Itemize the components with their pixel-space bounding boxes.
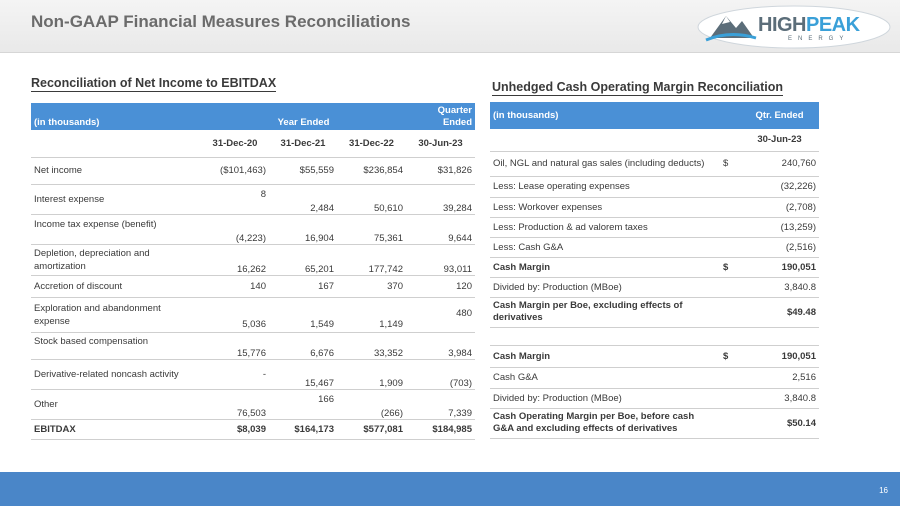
- row-label: Stock based compensation: [31, 332, 201, 359]
- ebitdax-total-row: [31, 419, 475, 439]
- highpeak-logo: [696, 4, 892, 50]
- currency-symbol: [720, 297, 740, 327]
- year-ended-header: Year Ended: [201, 103, 406, 130]
- cell: 3,840.8: [740, 277, 819, 297]
- row-label: Accretion of discount: [31, 275, 201, 297]
- currency-symbol: $: [720, 257, 740, 277]
- margin-section-title: Unhedged Cash Operating Margin Reconciliation: [492, 80, 784, 94]
- row-label: Divided by: Production (MBoe): [490, 388, 720, 408]
- cell: $55,559: [269, 157, 337, 184]
- currency-symbol: [720, 388, 740, 408]
- cell: -: [201, 359, 269, 389]
- cell: 120: [406, 275, 475, 297]
- row-label: Cash Margin per Boe, excluding effects of derivatives: [490, 297, 720, 327]
- currency-symbol: [720, 367, 740, 388]
- page-number: 16: [879, 486, 888, 495]
- table-row: [490, 388, 819, 408]
- margin-header-row: [490, 102, 819, 129]
- cell: 140: [201, 275, 269, 297]
- currency-symbol: [720, 217, 740, 237]
- logo-text-peak: PEAK: [806, 14, 860, 36]
- cell: 16,262: [201, 244, 269, 275]
- cell: 8: [201, 184, 269, 214]
- row-label: Other: [31, 389, 201, 419]
- table-row: [31, 359, 475, 389]
- currency-symbol: [720, 277, 740, 297]
- cell: 166: [269, 389, 337, 419]
- cell: $236,854: [337, 157, 406, 184]
- currency-symbol: $: [720, 345, 740, 367]
- row-label: Oil, NGL and natural gas sales (including deducts): [490, 151, 720, 176]
- cell: (4,223): [201, 214, 269, 244]
- currency-symbol: [720, 197, 740, 217]
- cell: 75,361: [337, 214, 406, 244]
- cell: (13,259): [740, 217, 819, 237]
- row-label: Divided by: Production (MBoe): [490, 277, 720, 297]
- table-row: [490, 345, 819, 367]
- date-col-1: 31-Dec-20: [201, 130, 269, 157]
- table-row: [31, 297, 475, 332]
- table-row: [490, 217, 819, 237]
- cell: 190,051: [740, 345, 819, 367]
- table-row: [490, 367, 819, 388]
- cell: 33,352: [337, 332, 406, 359]
- cell: 6,676: [269, 332, 337, 359]
- cell: 480: [406, 297, 475, 332]
- date-col-3: 31-Dec-22: [337, 130, 406, 157]
- cell: 1,549: [269, 297, 337, 332]
- table-row: [490, 297, 819, 327]
- ebitdax-units-label: (in thousands): [31, 103, 201, 130]
- margin-date-row: [490, 129, 819, 151]
- cell: $184,985: [406, 419, 475, 439]
- cell: 65,201: [269, 244, 337, 275]
- cell: 240,760: [740, 151, 819, 176]
- cell: ($101,463): [201, 157, 269, 184]
- row-label: Cash Margin: [490, 345, 720, 367]
- cell: $50.14: [740, 408, 819, 438]
- cell: 2,516: [740, 367, 819, 388]
- table-row: [31, 184, 475, 214]
- quarter-ended-header: Quarter Ended: [406, 103, 475, 130]
- cell: $164,173: [269, 419, 337, 439]
- date-col-4: 30-Jun-23: [406, 130, 475, 157]
- row-label: EBITDAX: [31, 419, 201, 439]
- cell: 190,051: [740, 257, 819, 277]
- row-label: [490, 327, 720, 345]
- cell: 1,149: [337, 297, 406, 332]
- cell: $577,081: [337, 419, 406, 439]
- margin-table: [490, 102, 819, 439]
- row-label: Cash Operating Margin per Boe, before cash G&A and excluding effects of derivatives: [490, 408, 720, 438]
- logo-text-high: HIGH: [758, 14, 806, 36]
- ebitdax-section-title: Reconciliation of Net Income to EBITDAX: [31, 76, 277, 90]
- table-row: [490, 277, 819, 297]
- table-row: [490, 197, 819, 217]
- cell: (703): [406, 359, 475, 389]
- table-row: [31, 214, 475, 244]
- currency-symbol: [720, 408, 740, 438]
- cell: 50,610: [337, 184, 406, 214]
- cell: 7,339: [406, 389, 475, 419]
- row-label: Net income: [31, 157, 201, 184]
- table-row: [490, 151, 819, 176]
- cell: $49.48: [740, 297, 819, 327]
- table-row: [31, 244, 475, 275]
- ebitdax-dates-row: [31, 130, 475, 157]
- table-row: [31, 275, 475, 297]
- cell: 2,484: [269, 184, 337, 214]
- cell: (2,516): [740, 237, 819, 257]
- table-row: [490, 237, 819, 257]
- ebitdax-header-row: [31, 103, 475, 130]
- cell: 9,644: [406, 214, 475, 244]
- cell: 177,742: [337, 244, 406, 275]
- table-row: [490, 257, 819, 277]
- row-label: Less: Workover expenses: [490, 197, 720, 217]
- cell: $8,039: [201, 419, 269, 439]
- table-row: [490, 408, 819, 438]
- table-row-spacer: [490, 327, 819, 345]
- row-label: Exploration and abandonment expense: [31, 297, 201, 332]
- cell: 15,467: [269, 359, 337, 389]
- cell: 76,503: [201, 389, 269, 419]
- cell: 370: [337, 275, 406, 297]
- row-label: Derivative-related noncash activity: [31, 359, 201, 389]
- date-col-2: 31-Dec-21: [269, 130, 337, 157]
- row-label: Interest expense: [31, 184, 201, 214]
- row-label: Cash Margin: [490, 257, 720, 277]
- slide-footer: [0, 472, 900, 506]
- cell: 16,904: [269, 214, 337, 244]
- cell: 15,776: [201, 332, 269, 359]
- logo-subtext: ENERGY: [788, 36, 850, 42]
- cell: 3,984: [406, 332, 475, 359]
- slide-header: [0, 0, 900, 53]
- cell: $31,826: [406, 157, 475, 184]
- currency-symbol: $: [720, 151, 740, 176]
- row-label: Cash G&A: [490, 367, 720, 388]
- table-row: [490, 176, 819, 197]
- row-label: Less: Lease operating expenses: [490, 176, 720, 197]
- currency-symbol: [720, 176, 740, 197]
- cell: [740, 327, 819, 345]
- cell: 1,909: [337, 359, 406, 389]
- cell: (266): [337, 389, 406, 419]
- cell: 3,840.8: [740, 388, 819, 408]
- qtr-ended-header: Qtr. Ended: [740, 102, 819, 129]
- margin-units-label: (in thousands): [490, 102, 720, 129]
- table-row: [31, 332, 475, 359]
- row-label: Less: Production & ad valorem taxes: [490, 217, 720, 237]
- margin-date: 30-Jun-23: [740, 129, 819, 151]
- currency-symbol: [720, 237, 740, 257]
- cell: (2,708): [740, 197, 819, 217]
- currency-symbol: [720, 327, 740, 345]
- cell: 167: [269, 275, 337, 297]
- row-label: Income tax expense (benefit): [31, 214, 201, 244]
- row-label: Depletion, depreciation and amortization: [31, 244, 201, 275]
- cell: 5,036: [201, 297, 269, 332]
- cell: 39,284: [406, 184, 475, 214]
- row-label: Less: Cash G&A: [490, 237, 720, 257]
- cell: 93,011: [406, 244, 475, 275]
- table-row: [31, 157, 475, 184]
- table-row: [31, 389, 475, 419]
- ebitdax-table: [31, 103, 475, 440]
- page-title: Non-GAAP Financial Measures Reconciliations: [31, 12, 411, 31]
- cell: (32,226): [740, 176, 819, 197]
